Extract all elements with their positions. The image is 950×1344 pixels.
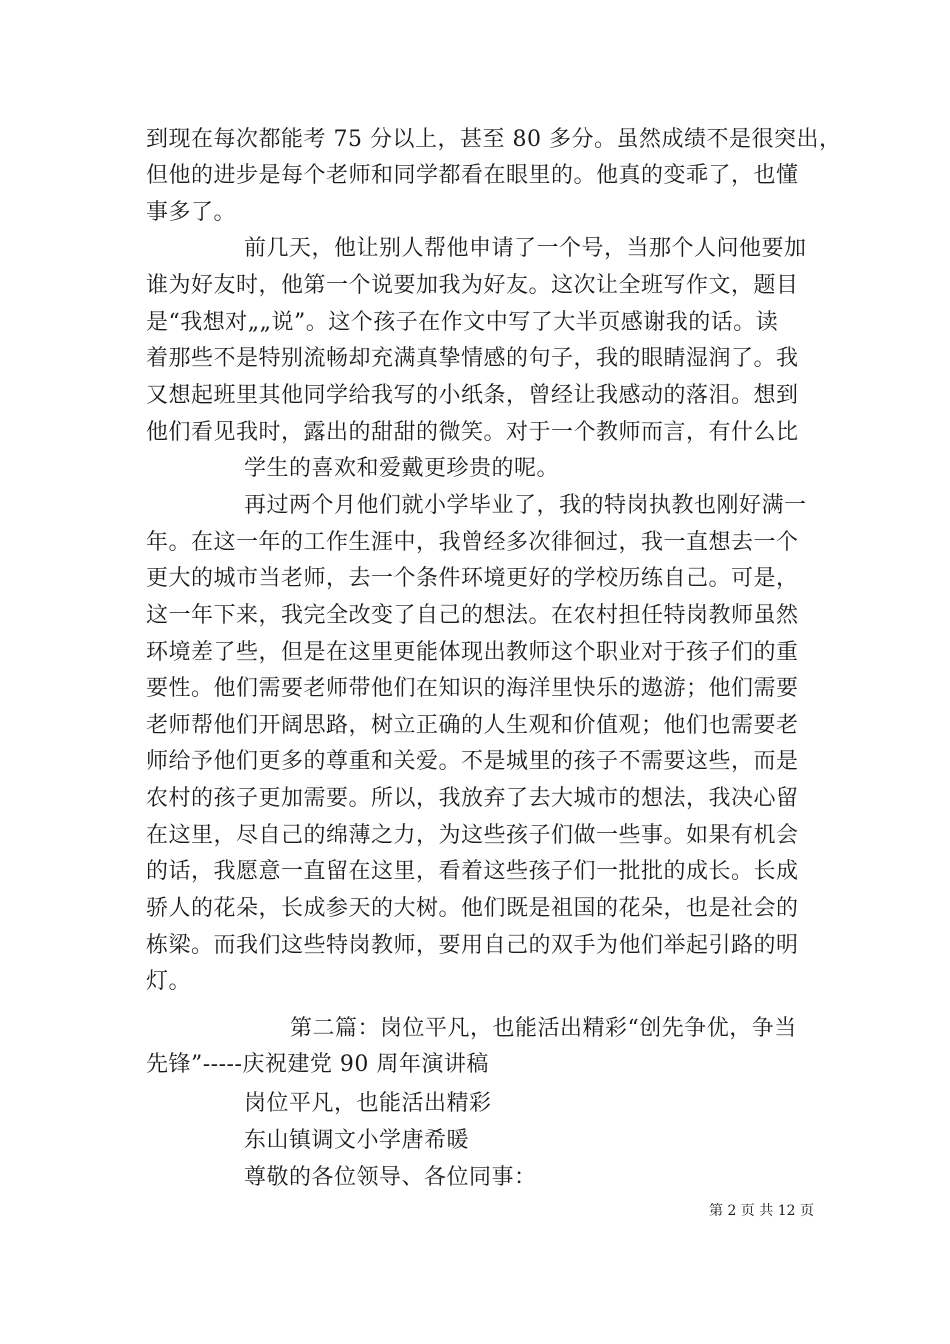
paragraph-line: 但他的进步是每个老师和同学都看在眼里的。他真的变乖了，也懂 — [146, 163, 799, 188]
paragraph-line: 骄人的花朵，长成参天的大树。他们既是祖国的花朵，也是社会的 — [146, 896, 799, 921]
speech-author: 东山镇调文小学唐希暖 — [244, 1128, 470, 1153]
section-heading: 先锋”-----庆祝建党 90 周年演讲稿 — [146, 1052, 489, 1077]
section-heading: 第二篇：岗位平凡，也能活出精彩“创先争优，争当 — [290, 1016, 797, 1041]
paragraph-line: 要性。他们需要老师带他们在知识的海洋里快乐的遨游；他们需要 — [146, 676, 799, 701]
paragraph-line: 学生的喜欢和爱戴更珍贵的呢。 — [244, 456, 560, 481]
paragraph-line: 年。在这一年的工作生涯中，我曾经多次徘徊过，我一直想去一个 — [146, 530, 799, 555]
page-number: 第 2 页 共 12 页 — [709, 1203, 814, 1219]
speech-title: 岗位平凡，也能活出精彩 — [244, 1091, 492, 1116]
paragraph-line: 栋梁。而我们这些特岗教师，要用自己的双手为他们举起引路的明 — [146, 933, 799, 958]
paragraph-line: 又想起班里其他同学给我写的小纸条，曾经让我感动的落泪。想到 — [146, 383, 799, 408]
paragraph-line: 的话，我愿意一直留在这里，看着这些孩子们一批批的成长。长成 — [146, 859, 799, 884]
paragraph-line: 老师帮他们开阔思路，树立正确的人生观和价值观；他们也需要老 — [146, 713, 799, 738]
paragraph-line: 他们看见我时，露出的甜甜的微笑。对于一个教师而言，有什么比 — [146, 420, 799, 445]
paragraph-line: 农村的孩子更加需要。所以，我放弃了去大城市的想法，我决心留 — [146, 786, 799, 811]
paragraph-line: 再过两个月他们就小学毕业了，我的特岗执教也刚好满一 — [244, 493, 807, 518]
paragraph-line: 谁为好友时，他第一个说要加我为好友。这次让全班写作文，题目 — [146, 273, 799, 298]
paragraph-line: 在这里，尽自己的绵薄之力，为这些孩子们做一些事。如果有机会 — [146, 823, 799, 848]
paragraph-line: 环境差了些，但是在这里更能体现出教师这个职业对于孩子们的重 — [146, 640, 799, 665]
paragraph-line: 到现在每次都能考 75 分以上，甚至 80 多分。虽然成绩不是很突出， — [146, 127, 842, 152]
paragraph-line: 着那些不是特别流畅却充满真挚情感的句子，我的眼睛湿润了。我 — [146, 346, 799, 371]
paragraph-line: 更大的城市当老师，去一个条件环境更好的学校历练自己。可是， — [146, 566, 799, 591]
salutation: 尊敬的各位领导、各位同事： — [244, 1165, 537, 1190]
paragraph-line: 是“我想对„„说”。这个孩子在作文中写了大半页感谢我的话。读 — [146, 310, 779, 335]
paragraph-line: 灯。 — [146, 969, 192, 994]
paragraph-line: 前几天，他让别人帮他申请了一个号，当那个人问他要加 — [244, 236, 807, 261]
paragraph-line: 事多了。 — [146, 200, 237, 225]
paragraph-line: 这一年下来，我完全改变了自己的想法。在农村担任特岗教师虽然 — [146, 603, 799, 628]
paragraph-line: 师给予他们更多的尊重和关爱。不是城里的孩子不需要这些，而是 — [146, 749, 799, 774]
